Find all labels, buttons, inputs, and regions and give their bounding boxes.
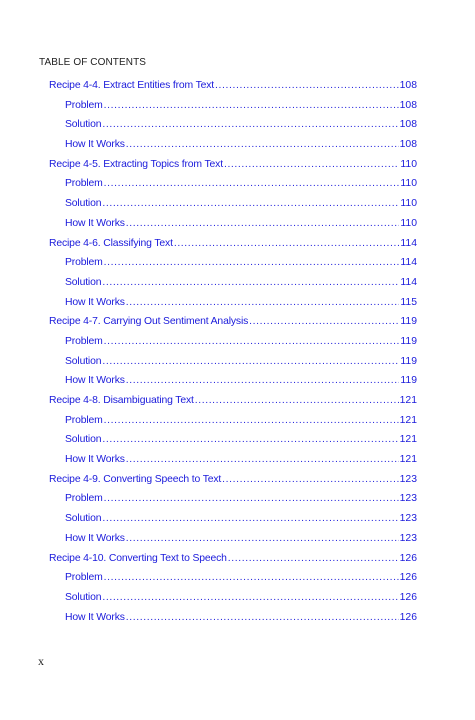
toc-entry-title: Problem (65, 414, 103, 426)
toc-entry-title: Solution (65, 198, 102, 210)
dot-leader (126, 139, 399, 150)
dot-leader (228, 553, 399, 564)
toc-entry-section[interactable] (49, 434, 417, 454)
toc-entry-recipe[interactable] (49, 159, 417, 179)
toc-entry-page: 115 (400, 296, 417, 308)
toc-entry-section[interactable] (49, 119, 417, 139)
table-of-contents (49, 80, 417, 631)
toc-entry-page: 114 (400, 237, 417, 249)
toc-entry-section[interactable] (49, 533, 417, 553)
toc-entry-page: 108 (399, 80, 417, 91)
dot-leader (104, 257, 400, 268)
toc-entry-title: How It Works (65, 611, 125, 623)
toc-entry-page: 121 (399, 454, 417, 466)
toc-entry-section[interactable] (49, 513, 417, 533)
toc-entry-title: How It Works (65, 454, 125, 466)
toc-entry-page: 123 (399, 473, 417, 485)
toc-entry-page: 123 (399, 493, 417, 505)
toc-entry-title: Solution (65, 591, 102, 603)
toc-entry-title: How It Works (65, 217, 125, 229)
toc-entry-recipe[interactable] (49, 238, 417, 258)
toc-entry-section[interactable] (49, 178, 417, 198)
toc-entry-section[interactable] (49, 257, 417, 277)
toc-entry-page: 119 (400, 316, 417, 328)
toc-entry-title: How It Works (65, 532, 125, 544)
dot-leader (102, 434, 398, 445)
toc-entry-page: 121 (399, 395, 417, 406)
dot-leader (102, 356, 399, 367)
toc-entry-section[interactable] (49, 493, 417, 513)
dot-leader (174, 238, 400, 249)
toc-entry-page: 110 (400, 217, 417, 229)
toc-entry-page: 119 (400, 355, 417, 367)
dot-leader (102, 513, 398, 524)
toc-entry-page: 126 (399, 591, 417, 603)
toc-entry-title: How It Works (65, 296, 125, 308)
toc-entry-title: Solution (65, 513, 102, 525)
toc-entry-page: 123 (399, 532, 417, 544)
toc-entry-section[interactable] (49, 277, 417, 297)
toc-entry-section[interactable] (49, 100, 417, 120)
toc-entry-page: 121 (399, 414, 417, 426)
toc-entry-title: Problem (65, 572, 103, 584)
toc-entry-title: Solution (65, 434, 102, 446)
toc-entry-title: Problem (65, 178, 103, 190)
toc-entry-section[interactable] (49, 612, 417, 632)
toc-entry-page: 114 (400, 257, 417, 269)
dot-leader (104, 572, 399, 583)
dot-leader (102, 119, 398, 130)
toc-entry-title: Problem (65, 99, 103, 111)
toc-entry-page: 110 (400, 178, 417, 190)
running-header: TABLE OF CONTENTS (39, 57, 147, 68)
toc-entry-section[interactable] (49, 415, 417, 435)
toc-entry-title: Recipe 4-8. Disambiguating Text (49, 395, 194, 406)
dot-leader (224, 159, 399, 170)
toc-entry-section[interactable] (49, 572, 417, 592)
dot-leader (249, 316, 399, 327)
toc-entry-section[interactable] (49, 297, 417, 317)
dot-leader (126, 533, 399, 544)
toc-entry-recipe[interactable] (49, 553, 417, 573)
dot-leader (102, 592, 398, 603)
toc-entry-page: 123 (399, 513, 417, 525)
dot-leader (126, 454, 399, 465)
toc-entry-recipe[interactable] (49, 395, 417, 415)
toc-entry-title: Recipe 4-9. Converting Speech to Text (49, 473, 222, 485)
dot-leader (104, 493, 399, 504)
toc-entry-page: 119 (400, 335, 417, 347)
dot-leader (126, 218, 400, 229)
dot-leader (126, 375, 400, 386)
dot-leader (104, 336, 400, 347)
toc-entry-recipe[interactable] (49, 316, 417, 336)
toc-entry-title: Problem (65, 257, 103, 269)
toc-entry-title: Solution (65, 276, 102, 288)
toc-entry-recipe[interactable] (49, 474, 417, 494)
toc-entry-page: 108 (399, 139, 417, 151)
toc-entry-page: 108 (399, 99, 417, 111)
dot-leader (126, 297, 400, 308)
dot-leader (104, 100, 399, 111)
toc-entry-title: Recipe 4-6. Classifying Text (49, 237, 173, 249)
toc-entry-title: Recipe 4-5. Extracting Topics from Text (49, 158, 223, 170)
toc-entry-title: Solution (65, 355, 102, 367)
toc-entry-section[interactable] (49, 139, 417, 159)
page-number: x (38, 654, 44, 668)
toc-entry-section[interactable] (49, 336, 417, 356)
toc-entry-section[interactable] (49, 375, 417, 395)
dot-leader (126, 612, 399, 623)
toc-entry-page: 126 (399, 552, 417, 564)
toc-entry-title: How It Works (65, 375, 125, 387)
toc-entry-page: 126 (399, 611, 417, 623)
dot-leader (215, 80, 399, 91)
toc-entry-section[interactable] (49, 592, 417, 612)
toc-entry-title: Problem (65, 335, 103, 347)
toc-entry-title: Problem (65, 493, 103, 505)
toc-entry-section[interactable] (49, 218, 417, 238)
dot-leader (102, 277, 399, 288)
dot-leader (104, 178, 400, 189)
toc-entry-title: Solution (65, 119, 102, 131)
toc-entry-section[interactable] (49, 198, 417, 218)
dot-leader (102, 198, 399, 209)
toc-entry-title: Recipe 4-10. Converting Text to Speech (49, 552, 227, 564)
toc-entry-title: Recipe 4-7. Carrying Out Sentiment Analysis (49, 316, 249, 328)
toc-entry-title: How It Works (65, 139, 125, 151)
toc-entry-page: 110 (400, 198, 417, 210)
toc-entry-page: 110 (400, 158, 417, 170)
toc-entry-recipe[interactable] (49, 80, 417, 100)
toc-entry-page: 114 (400, 276, 417, 288)
toc-entry-section[interactable] (49, 356, 417, 376)
dot-leader (222, 474, 399, 485)
toc-entry-section[interactable] (49, 454, 417, 474)
dot-leader (195, 395, 399, 406)
toc-entry-title: Recipe 4-4. Extract Entities from Text (49, 80, 215, 91)
toc-entry-page: 121 (399, 434, 417, 446)
toc-entry-page: 119 (400, 375, 417, 387)
dot-leader (104, 415, 399, 426)
toc-entry-page: 108 (399, 119, 417, 131)
toc-entry-page: 126 (399, 572, 417, 584)
